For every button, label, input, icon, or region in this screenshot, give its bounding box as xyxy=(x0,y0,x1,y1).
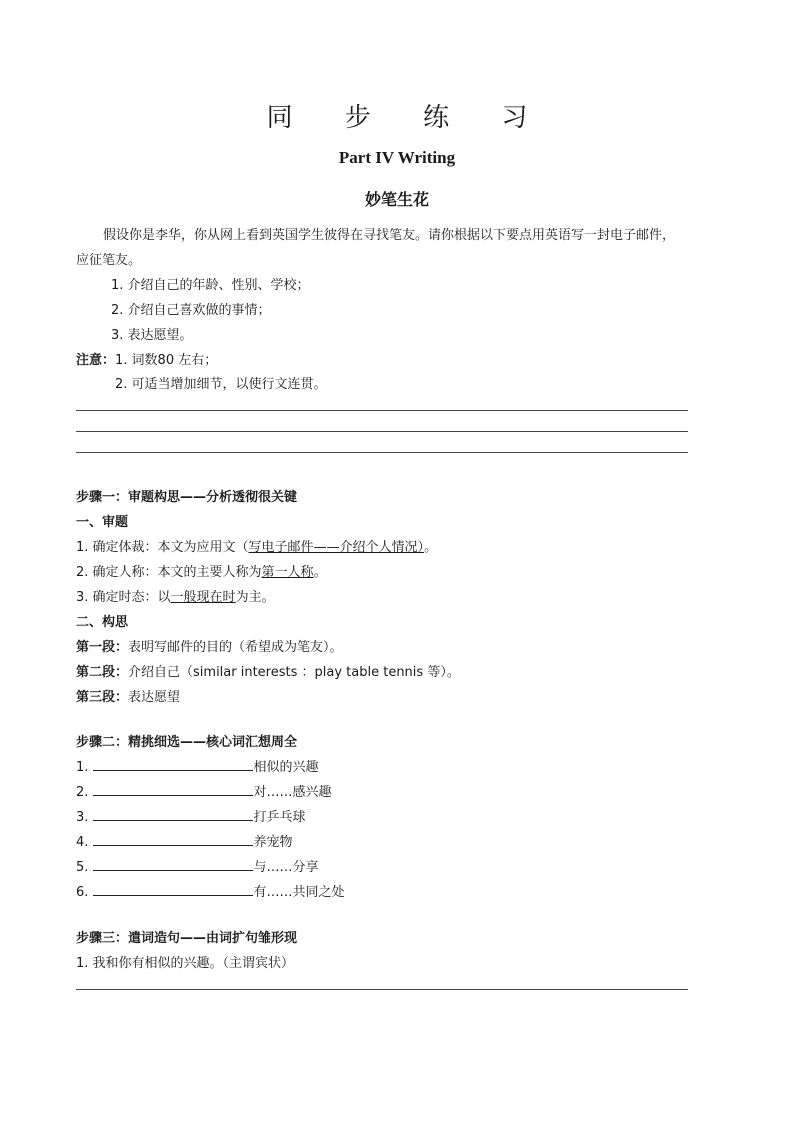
step1-heading: 步骤一：审题构思——分析透彻很关键 xyxy=(76,490,298,505)
task-point-1: 1. 介绍自己的年龄、性别、学校； xyxy=(111,278,310,293)
review-item-2-answer: 第一人称 xyxy=(261,565,314,580)
review-item-2 xyxy=(76,561,327,580)
page-title: 同 步 练 习 xyxy=(266,103,550,133)
review-item-1-answer: 写电子邮件——介绍个人情况） xyxy=(248,540,425,555)
vocab-number: 3. xyxy=(76,810,89,825)
review-item-2-suffix: 。 xyxy=(313,565,327,580)
plan-paragraph-2-label: 第二段： xyxy=(76,665,129,680)
vocab-number: 2. xyxy=(76,785,89,800)
vocab-item xyxy=(76,806,306,825)
vocab-number: 4. xyxy=(76,835,89,850)
part-heading: Part IV Writing xyxy=(338,148,456,167)
vocab-hint: 相似的兴趣 xyxy=(253,760,319,775)
answer-line[interactable] xyxy=(76,452,688,453)
review-item-3 xyxy=(76,586,275,605)
vocab-blank[interactable] xyxy=(93,783,253,796)
plan-paragraph-3-label: 第三段： xyxy=(76,690,129,705)
task-line-2: 应征笔友。 xyxy=(76,253,142,268)
vocab-hint: 养宠物 xyxy=(253,835,293,850)
plan-paragraph-1 xyxy=(76,636,343,655)
vocab-item xyxy=(76,856,319,875)
section-subtitle: 妙笔生花 xyxy=(364,190,429,209)
vocab-blank[interactable] xyxy=(93,808,253,821)
note-text-1: 1. 词数80 左右； xyxy=(115,353,218,368)
vocab-hint: 打乒乓球 xyxy=(253,810,306,825)
task-point-3: 3. 表达愿望。 xyxy=(111,328,193,343)
plan-paragraph-1-text: 表明写邮件的目的（希望成为笔友）。 xyxy=(128,640,343,655)
note-line-1 xyxy=(76,349,217,368)
plan-paragraph-1-label: 第一段： xyxy=(76,640,129,655)
vocab-number: 5. xyxy=(76,860,89,875)
review-item-3-answer: 一般现在时 xyxy=(170,590,236,605)
review-item-1-prefix: 1. 确定体裁：本文为应用文（ xyxy=(76,540,249,555)
note-label: 注意： xyxy=(76,353,116,368)
review-item-3-prefix: 3. 确定时态：以 xyxy=(76,590,171,605)
section-review: 一、审题 xyxy=(76,515,129,530)
task-line-1: 假设你是李华，你从网上看到英国学生彼得在寻找笔友。请你根据以下要点用英语写一封电子邮件， xyxy=(103,228,676,243)
vocab-item xyxy=(76,756,319,775)
plan-paragraph-2-text: 介绍自己（similar interests ：play table tennis 等）。 xyxy=(128,665,460,680)
vocab-number: 6. xyxy=(76,885,89,900)
task-point-2: 2. 介绍自己喜欢做的事情； xyxy=(111,303,271,318)
review-item-2-prefix: 2. 确定人称：本文的主要人称为 xyxy=(76,565,262,580)
vocab-hint: 与……分享 xyxy=(253,860,319,875)
vocab-number: 1. xyxy=(76,760,89,775)
step2-heading: 步骤二：精挑细选——核心词汇想周全 xyxy=(76,735,298,750)
sentence-item-1: 1. 我和你有相似的兴趣。（主谓宾状） xyxy=(76,956,295,971)
answer-line[interactable] xyxy=(76,431,688,432)
plan-paragraph-2 xyxy=(76,661,460,680)
review-item-1 xyxy=(76,536,437,555)
vocab-item xyxy=(76,831,293,850)
review-item-3-suffix: 为主。 xyxy=(235,590,275,605)
vocab-item xyxy=(76,881,345,900)
vocab-blank[interactable] xyxy=(93,833,253,846)
note-line-2: 2. 可适当增加细节，以使行文连贯。 xyxy=(115,377,327,392)
vocab-item xyxy=(76,781,332,800)
review-item-1-suffix: 。 xyxy=(424,540,438,555)
answer-line[interactable] xyxy=(76,410,688,411)
vocab-blank[interactable] xyxy=(93,858,253,871)
vocab-hint: 对……感兴趣 xyxy=(253,785,332,800)
step3-heading: 步骤三：遣词造句——由词扩句雏形现 xyxy=(76,931,298,946)
vocab-blank[interactable] xyxy=(93,883,253,896)
section-plan: 二、构思 xyxy=(76,615,129,630)
vocab-blank[interactable] xyxy=(93,758,253,771)
plan-paragraph-3-text: 表达愿望 xyxy=(128,690,181,705)
answer-line[interactable] xyxy=(76,989,688,990)
vocab-hint: 有……共同之处 xyxy=(253,885,345,900)
plan-paragraph-3 xyxy=(76,686,180,705)
